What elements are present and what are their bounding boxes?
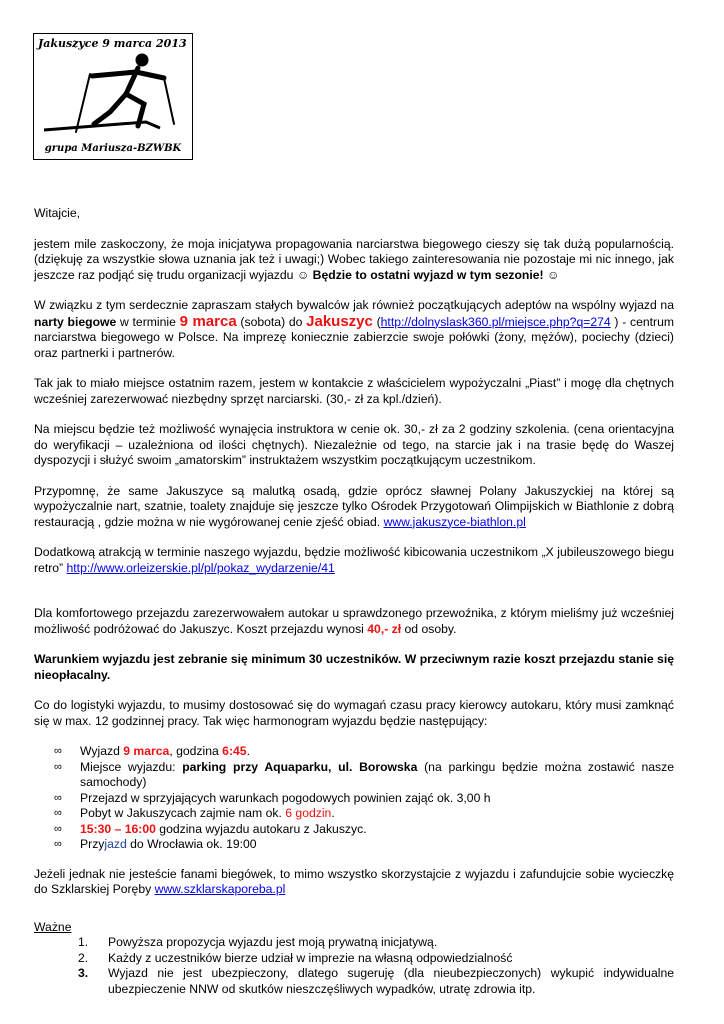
last-trip-notice: Będzie to ostatni wyjazd w tym sezonie! ☺: [312, 267, 560, 282]
invitation-text: (sobota) do: [236, 314, 307, 329]
list-item-text: Przejazd w sprzyjających warunkach pogodowych powinien zająć ok. 3,00 h: [80, 790, 491, 805]
orleizerskie-link[interactable]: http://www.orleizerskie.pl/pl/pokaz_wydarzenie/41: [66, 560, 335, 575]
trip-price: 40,- zł: [367, 621, 402, 636]
list-item-text: Przy: [80, 837, 105, 851]
jakuszyce-info-paragraph: [34, 484, 674, 531]
list-item-text: Miejsce wyjazdu:: [80, 759, 183, 774]
logo-group-name: grupa Mariusza-BZWBK: [44, 143, 182, 154]
list-item: [34, 966, 674, 997]
greeting: Witajcie,: [34, 206, 81, 220]
list-item-number: 2.: [78, 950, 89, 965]
list-item: [34, 837, 674, 853]
list-item-text: jazd: [104, 837, 127, 851]
list-item-text: godzina wyjazdu autokaru z Jakuszyc.: [155, 821, 367, 836]
list-item-number: 1.: [78, 935, 89, 949]
infinity-bullet-icon: ∞: [54, 838, 62, 850]
list-item-text: , godzina: [169, 744, 223, 758]
invitation-text: ) - centrum narciarstwa biegowego w Polsce. Na imprezę koniecznie zabierzcie swoje połówki (żony, mężów), pociechy (dzieci) oraz partnerki i partnerów.: [34, 314, 675, 360]
bus-paragraph: [34, 606, 674, 637]
list-item: [34, 822, 674, 838]
list-item: [34, 935, 674, 951]
cross-country-skier-icon: [42, 52, 186, 140]
stay-duration: 6 godzin: [285, 806, 332, 820]
list-item: [34, 791, 674, 807]
minimum-participants-text: Warunkiem wyjazdu jest zebranie się minimum 30 uczestników. W przeciwnym razie koszt przejazdu stanie się nieopłacalny.: [34, 652, 674, 682]
infinity-bullet-icon: ∞: [54, 791, 62, 804]
rental-paragraph: Tak jak to miało miejsce ostatnim razem, jestem w kontakcie z właścicielem wypożyczalni „Piast” i mogę dla chętnych wcześniej zarezerwować niezbędny sprzęt narciarski. (30,- zł za kpl./dzień).: [34, 376, 674, 406]
alternative-paragraph: [34, 867, 674, 898]
infinity-bullet-icon: ∞: [54, 745, 62, 757]
intro-paragraph: [34, 237, 674, 284]
trip-date: 9 marca: [179, 312, 237, 330]
list-item-text: (na parkingu będzie można zostawić nasze samochody): [80, 759, 674, 789]
invitation-paragraph: [34, 298, 674, 361]
infinity-bullet-icon: ∞: [54, 807, 62, 819]
list-item-text: .: [331, 806, 335, 820]
ski-type: narty biegowe: [34, 314, 117, 329]
intro-text: jestem mile zaskoczony, że moja inicjatywa propagowania narciarstwa biegowego cieszy się tak dużą popularnością. (dziękuję za wszystkie słowa uznania jak też i uwagi;) Wobec takiego zainteresowania nie pozostaje mi nic innego, jak jeszcze raz podjąć się trudu organizacji wyjazdu ☺: [34, 236, 674, 282]
list-item-text: Wyjazd: [80, 744, 124, 758]
return-departure-time: 15:30 – 16:00: [80, 821, 156, 836]
invitation-text: w terminie: [116, 314, 180, 329]
list-item-text: .: [246, 744, 250, 758]
bus-text: Dla komfortowego przejazdu zarezerwowałem autokar u sprawdzonego przewoźnika, z którym mieliśmy już wcześniej możliwość podróżować do Jakuszyc. Koszt przejazdu wynosi: [34, 606, 674, 636]
invitation-text: (: [372, 314, 381, 329]
list-item: [34, 760, 674, 791]
list-item-text: Każdy z uczestników bierze udział w imprezie na własną odpowiedzialność: [108, 950, 513, 965]
important-heading: Ważne: [34, 919, 72, 934]
bus-text: od osoby.: [401, 621, 457, 636]
list-item-number: 3.: [78, 966, 89, 980]
minimum-participants-paragraph: [34, 652, 674, 683]
list-item-text: Wyjazd nie jest ubezpieczony, dlatego sugeruję (dla nieubezpieczonych) wykupić indywidualne ubezpieczenie NNW od skutków nieszczęśliwych wypadków, utratę zdrowia itp.: [108, 966, 674, 996]
list-item-text: Powyższa propozycja wyjazdu jest moją prywatną inicjatywą.: [108, 935, 438, 949]
jakuszyce-info-text: Przypomnę, że same Jakuszyce są malutką osadą, gdzie oprócz sławnej Polany Jakuszyckiej na której są wypożyczalnie nart, szatnie, toalety znajduje się jeszcze tylko Ośrodek Przygotowań Olimpijskich w Biathlonie z dobrą restauracją , gdzie można w nie wygórowanej cenie zjeść obiad.: [34, 483, 674, 529]
dolnyslask-link[interactable]: http://dolnyslask360.pl/miejsce.php?q=274: [380, 314, 611, 329]
destination-name: Jakuszyc: [306, 312, 373, 330]
list-item-text: Pobyt w Jakuszycach zajmie nam ok.: [80, 806, 286, 820]
infinity-bullet-icon: ∞: [54, 822, 62, 835]
szklarskaporeba-link[interactable]: www.szklarskaporeba.pl: [154, 882, 286, 896]
departure-date: 9 marca: [123, 744, 170, 758]
logo-title: Jakuszyce 9 marca 2013: [38, 37, 187, 50]
list-item-text: do Wrocławia ok. 19:00: [126, 837, 257, 851]
instructor-paragraph: Na miejscu będzie też możliwość wynajęcia instruktora w cenie ok. 30,- zł za 2 godziny szkolenia. (cena orientacyjna do weryfikacji – uzależniona od ilości chętnych). Niezależnie od tego, na starcie jak i na trasie będę do Waszej dyspozycji i służyć swoim „amatorskim” instruktażem wszystkim początkującym uczestnikom.: [34, 422, 674, 467]
invitation-text: W związku z tym serdecznie zapraszam stałych bywalców jak również początkujących adeptów na wspólny wyjazd na: [34, 298, 674, 312]
document-body: [34, 206, 674, 997]
list-item: [34, 951, 674, 967]
logistics-paragraph: Co do logistyki wyjazdu, to musimy dostosować się do wymagań czasu pracy kierowcy autokaru, który musi zamknąć się w max. 12 godzinnej pracy. Tak więc harmonogram wyjazdu będzie następujący:: [34, 698, 674, 728]
schedule-list: [34, 744, 674, 853]
biathlon-link[interactable]: www.jakuszyce-biathlon.pl: [383, 514, 526, 529]
list-item: [34, 806, 674, 822]
alternative-text: Jeżeli jednak nie jesteście fanami biegówek, to mimo wszystko skorzystajcie z wyjazdu i zafundujcie sobie wycieczkę do Szklarskiej Poręby: [34, 866, 674, 896]
list-item: [34, 744, 674, 760]
important-list: [34, 935, 674, 997]
retro-race-paragraph: [34, 545, 674, 576]
retro-race-text: Dodatkową atrakcją w terminie naszego wyjazdu, będzie możliwość kibicowania uczestnikom „X jubileuszowego biegu retro”: [34, 545, 674, 575]
event-logo: [33, 33, 193, 160]
departure-time: 6:45: [222, 744, 247, 758]
infinity-bullet-icon: ∞: [54, 760, 62, 773]
departure-place: parking przy Aquaparku, ul. Borowska: [182, 759, 418, 774]
